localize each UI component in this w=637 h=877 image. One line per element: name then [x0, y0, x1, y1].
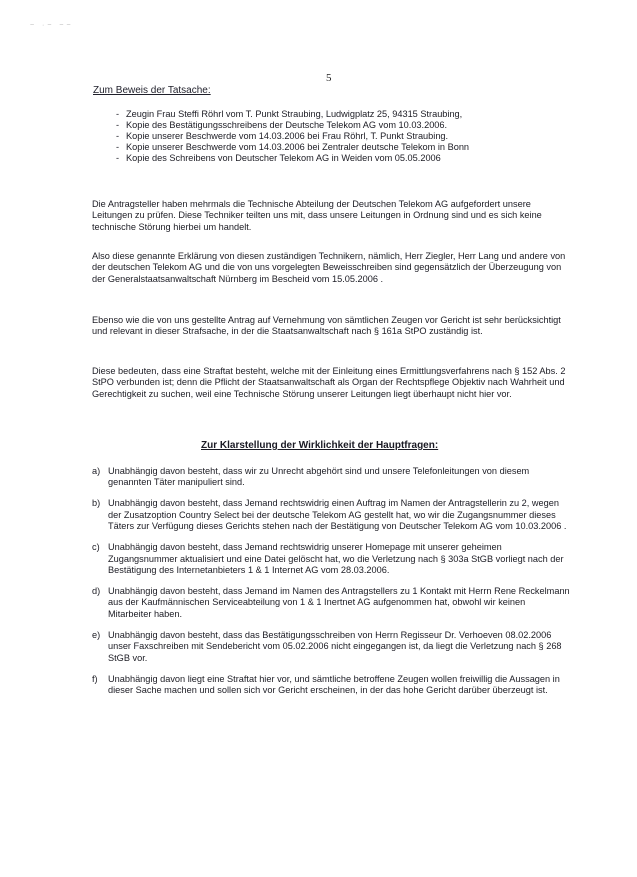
- clarification-list: [92, 466, 570, 696]
- clarification-item: [92, 542, 570, 576]
- clarification-item: [92, 586, 570, 620]
- clarification-item: [92, 466, 570, 489]
- item-letter: c): [92, 542, 100, 553]
- item-text: Unabhängig davon besteht, dass das Bestätigungsschreiben von Herrn Regisseur Dr. Verhoeven 08.02.2006 unser Faxschreiben mit Sendebericht vom 05.02.2006 nicht eingegangen ist, da liegt die Verletzung nach § 268 StGB vor.: [108, 629, 562, 663]
- paragraph-technicians-request: Die Antragsteller haben mehrmals die Technische Abteilung der Deutschen Telekom AG aufgefordert unsere Leitungen zu prüfen. Diese Techniker teilten uns mit, dass unsere Leitungen in Ordnung sind und es sich keine technische Störung hierbei um handelt.: [92, 199, 542, 232]
- item-letter: b): [92, 498, 101, 509]
- evidence-item: - Kopie unserer Beschwerde vom 14.03.2006 bei Zentraler deutsche Telekom in Bonn: [116, 142, 536, 153]
- clarification-item: [92, 630, 570, 664]
- page-number: 5: [326, 72, 332, 84]
- evidence-heading: Zum Beweis der Tatsache:: [93, 85, 211, 96]
- item-letter: f): [92, 673, 98, 684]
- item-letter: e): [92, 629, 101, 640]
- evidence-item: - Kopie unserer Beschwerde vom 14.03.2006 bei Frau Röhrl, T. Punkt Straubing.: [116, 131, 536, 142]
- item-text: Unabhängig davon besteht, dass Jemand rechtswidrig einen Auftrag im Namen der Antragstellerin zu 2, wegen der Zusatzoption Country Select bei der deutsche Telekom AG gestellt hat, wo wir die Zugangsnummer dieses Täters zur Verfügung dieses Gerichts stehen nach der Bestätigung von Deutscher Telekom AG vom 10.03.2006 .: [108, 498, 567, 532]
- evidence-item: - Kopie des Bestätigungsschreibens der Deutsche Telekom AG vom 10.03.2006.: [116, 120, 536, 131]
- evidence-item: - Zeugin Frau Steffi Röhrl vom T. Punkt Straubing, Ludwigplatz 25, 94315 Straubing,: [116, 109, 536, 120]
- paragraph-witness-motion: Ebenso wie die von uns gestellte Antrag auf Vernehmung von sämtlichen Zeugen vor Gericht ist sehr berücksichtigt und relevant in dieser Strafsache, in der die Staatsanwaltschaft nach § 161a StPO zuständig ist.: [92, 315, 561, 337]
- clarification-item: [92, 498, 570, 532]
- paragraph-criminal-offense: Diese bedeuten, dass eine Straftat besteht, welche mit der Einleitung eines Ermittlungsverfahrens nach § 152 Abs. 2 StPO verbunden ist; denn die Pflicht der Staatsanwaltschaft als Organ der Rechtspflege Objektiv nach Wahrheit und Gerechtigkeit zu suchen, weil eine Technische Störung unserer Leitungen liegt überhaupt nicht hier vor.: [92, 366, 566, 399]
- item-text: Unabhängig davon liegt eine Straftat hier vor, und sämtliche betroffene Zeugen wollen freiwillig die Aussagen in dieser Sache machen und sollen sich vor Gericht erscheinen, in der das hohe Gericht darüber überzeugt ist.: [108, 673, 560, 696]
- evidence-item: - Kopie des Schreibens von Deutscher Telekom AG in Weiden vom 05.05.2006: [116, 153, 536, 164]
- clarification-item: [92, 674, 570, 697]
- evidence-list: [116, 109, 536, 164]
- item-letter: d): [92, 586, 101, 597]
- item-text: Unabhängig davon besteht, dass Jemand im Namen des Antragstellers zu 1 Kontakt mit Herrn Rene Reckelmann aus der Kaufmännischen Serviceabteilung von 1 & 1 Inertnet AG aufgenommen hat, obwohl wir keinen Mitarbeiter haben.: [108, 586, 570, 619]
- paragraph-declaration: Also diese genannte Erklärung von diesen zuständigen Technikern, nämlich, Herr Ziegler, Herr Lang und andere von der deutschen Telekom AG und die von uns vorgelegten Beweisschreiben sind gegensätzlich der Überzeugung von der Generalstaatsanwaltschaft Nürnberg im Bescheid vom 15.05.2006 .: [92, 251, 566, 284]
- item-text: Unabhängig davon besteht, dass Jemand rechtswidrig unserer Homepage mit unserer geheimen Zugangsnummer aktualisiert und eine Datei gelöscht hat, wo die Verletzung nach § 303a StGB vorliegt nach der Bestätigung des Internetanbieters 1 & 1 Internet AG vom 28.03.2006.: [108, 542, 564, 576]
- scan-artifact: ~ ·~ ~~: [30, 22, 74, 29]
- item-letter: a): [92, 466, 101, 476]
- item-text: Unabhängig davon besteht, dass wir zu Unrecht abgehört sind und unsere Telefonleitungen von diesem genannten Täter manipuliert sind.: [108, 466, 530, 488]
- clarification-heading: Zur Klarstellung der Wirklichkeit der Hauptfragen:: [201, 440, 439, 451]
